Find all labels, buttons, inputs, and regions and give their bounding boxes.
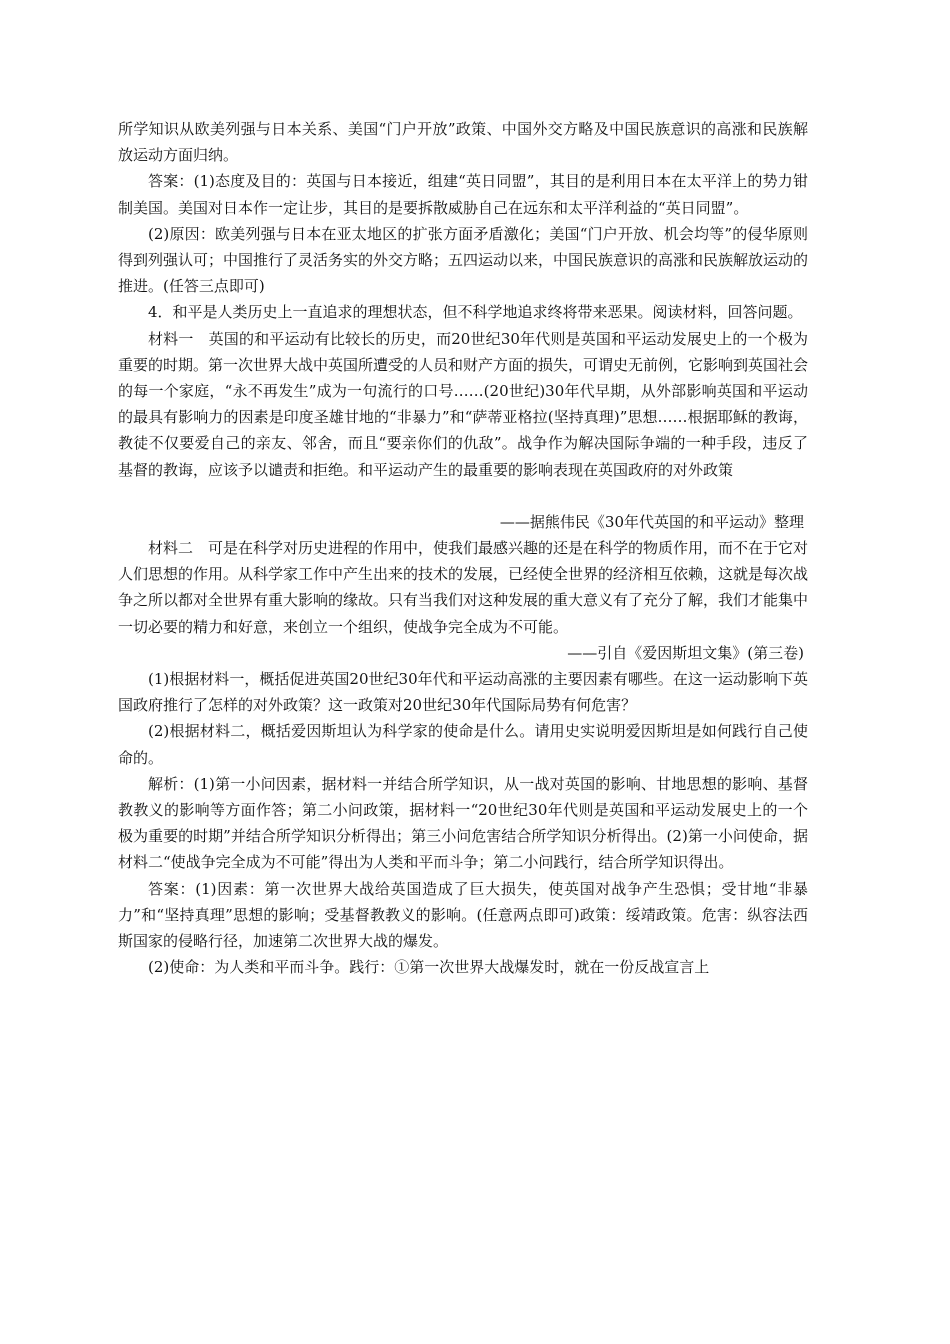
question-item: (2)根据材料二，概括爱因斯坦认为科学家的使命是什么。请用史实说明爱因斯坦是如何践行自己使命的。 [118,722,808,767]
document-page [118,116,808,981]
question-prompt: 4．和平是人类历史上一直追求的理想状态，但不科学地追求终将带来恶果。阅读材料，回答问题。 [148,303,803,322]
material-one: 材料一 英国的和平运动有比较长的历史，而20世纪30年代则是英国和平运动发展史上的一个极为重要的时期。第一次世界大战中英国所遭受的人员和财产方面的损失，可谓史无前例，它影响到英国社会的每一个家庭，“永不再发生”成为一句流行的口号……(20世纪)30年代早期，从外部影响英国和平运动的最具有影响力的因素是印度圣雄甘地的“非暴力”和“萨蒂亚格拉(坚持真理)”思想……根据耶稣的教诲，教徒不仅要爱自己的亲友、邻舍，而且“要亲你们的仇敌”。战争作为解决国际争端的一种手段，违反了基督的教诲，应该予以谴责和拒绝。和平运动产生的最重要的影响表现在英国政府的对外政策 [118,329,809,479]
answer-paragraph: (2)使命：为人类和平而斗争。践行：①第一次世界大战爆发时，就在一份反战宣言上 [148,958,710,977]
source-citation: ——引自《爱因斯坦文集》(第三卷) [567,643,804,662]
answer-paragraph: 答案：(1)因素：第一次世界大战给英国造成了巨大损失，使英国对战争产生恐惧；受甘地“非暴力”和“坚持真理”思想的影响；受基督教教义的影响。(任意两点即可)政策：绥靖政策。危害：纵容法西斯国家的侵略行径，加速第二次世界大战的爆发。 [118,879,808,951]
material-two: 材料二 可是在科学对历史进程的作用中，使我们最感兴趣的还是在科学的物质作用，而不在于它对人们思想的作用。从科学家工作中产生出来的技术的发展，已经使全世界的经济相互依赖，这就是每次战争之所以都对全世界有重大影响的缘故。只有当我们对这种发展的重大意义有了充分了解，我们才能集中一切必要的精力和好意，来创立一个组织，使战争完全成为不可能。 [118,539,809,636]
answer-paragraph: 答案：(1)态度及目的：英国与日本接近，组建“英日同盟”，其目的是利用日本在太平洋上的势力钳制美国。美国对日本作一定让步，其目的是要拆散威胁自己在远东和太平洋利益的“英日同盟”。 [118,172,808,217]
paragraph-continuation: 所学知识从欧美列强与日本关系、美国“门户开放”政策、中国外交方略及中国民族意识的高涨和民族解放运动方面归纳。 [118,120,808,165]
answer-paragraph: (2)原因：欧美列强与日本在亚太地区的扩张方面矛盾激化；美国“门户开放、机会均等”的侵华原则得到列强认可；中国推行了灵活务实的外交方略；五四运动以来，中国民族意识的高涨和民族解放运动的推进。(任答三点即可) [118,224,809,296]
analysis-paragraph: 解析：(1)第一小问因素，据材料一并结合所学知识，从一战对英国的影响、甘地思想的影响、基督教教义的影响等方面作答；第二小问政策，据材料一“20世纪30年代则是英国和平运动发展史上的一个极为重要的时期”并结合所学知识分析得出；第三小问危害结合所学知识分析得出。(2)第一小问使命，据材料二“使战争完全成为不可能”得出为人类和平而斗争；第二小问践行，结合所学知识得出。 [118,774,808,872]
question-item: (1)根据材料一，概括促进英国20世纪30年代和平运动高涨的主要因素有哪些。在这一运动影响下英国政府推行了怎样的对外政策？这一政策对20世纪30年代国际局势有何危害？ [118,670,808,715]
source-citation: ——据熊伟民《30年代英国的和平运动》整理 [499,512,804,531]
